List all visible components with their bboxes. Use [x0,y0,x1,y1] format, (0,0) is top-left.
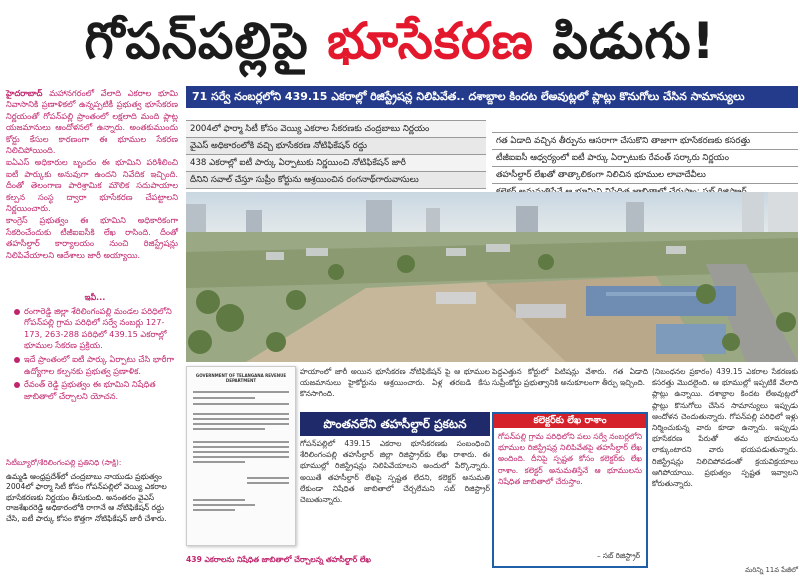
article-column-c: (నిబంధనల ప్రకారం) 439.15 ఎకరాల సేకరణకు కసరత్తు మొదలైంది. ఆ భూముల్లో ఇప్పటికే వేలాది ప్లాట్లు ఉన్నాయి. దశాబ్దాల కిందట లేఅవుట్లలో ప్లాట్లు కొనుగోలు చేసిన సామాన్యులు ఇప్పుడు ఆందోళన చెందుతున్నారు. గోపన్‌పల్లి పరిధిలో ఇళ్లు నిర్మించుకున్న వారు కూడా ఉన్నారు. ఇప్పుడు భూసేకరణ పేరుతో తమ భూములను లాక్కుంటారని వారు భయపడుతున్నారు. రిజిస్ట్రేషన్లు నిలిచిపోవడంతో క్రయవిక్రయాలు ఆగిపోయాయి. ప్రభుత్వం స్పష్టత ఇవ్వాలని కోరుతున్నారు. [652,367,798,489]
highlight-item: తహసీల్దార్ లేఖతో తాత్కాలికంగా నిలిచిన భూముల లావాదేవీలు [492,167,798,184]
government-letter-image [186,366,296,546]
article-body: ఉమ్మడి ఆంధ్రప్రదేశ్‌లో చంద్రబాబు నాయుడు ప్రభుత్వం 2004లో ఫార్మా సిటీ కోసం గోపన్‌పల్లిలో వెయ్యి ఎకరాల భూసేకరణకు నిర్ణయం తీసుకుంది. అనంతరం వైఎస్ రాజశేఖరరెడ్డి అధికారంలోకి రాగానే ఆ నోటిఫికేషన్ రద్దు చేసి, ఐటీ పార్కు కోసం కొత్తగా నోటిఫికేషన్ జారీ చేశారు. [6,471,167,523]
collector-box-title: కలెక్టర్‌కు లేఖ రాశాం [494,414,646,428]
facts-box [12,292,178,452]
highlights-right [492,132,798,201]
headline-part-1: గోపన్‌పల్లిపై [84,12,309,70]
article-column-a: హయాంలో జారీ అయిన భూసేకరణ నోటిఫికేషన్ పై ఆ భూముల యజమానులు హైకోర్టును ఆశ్రయించారు. ఏళ్ల తరబడి కేసు కొనసాగింది. [300,367,490,399]
article-column-d: గోపన్‌పల్లిలో 439.15 ఎకరాల భూసేకరణకు సంబంధించి శేరిలింగంపల్లి తహసీల్దార్ జిల్లా రిజిస్ట్రార్‌కు లేఖ రాశారు. ఈ భూముల్లో రిజిస్ట్రేషన్లు నిలిపివేయాలని అందులో పేర్కొన్నారు. అయితే తహసీల్దార్ లేఖపై స్పష్టత లేదని, కలెక్టర్ అనుమతి లేకుండా నిషేధిత జాబితాలో చేర్చలేమని సబ్ రిజిస్ట్రార్ చెబుతున్నారు. [300,439,490,505]
aerial-photo [186,192,798,362]
intro-text: మహానగరంలో వేలాది ఎకరాల భూమి నివాసానికి ప్రణాళికలో ఉన్నప్పటికీ ప్రభుత్వ భూసేకరణ నిర్ణయంతో గోపన్‌పల్లి ప్రాంతంలో లక్షలాది మంది ప్లాట్ల యజమానులు ఆందోళనలో ఉన్నారు. అంతకుముందు కోర్టు కేసుల కారణంగా ఈ భూముల సేకరణ నిలిచిపోయింది. [6,88,178,156]
highlight-item: 438 ఎకరాల్లో ఐటీ పార్కు ఏర్పాటుకు నిర్ణయించి నోటిఫికేషన్ జారీ [186,155,486,172]
collector-box-body: గోపన్‌పల్లి గ్రామ పరిధిలోని పలు సర్వే నంబర్లలోని భూముల రిజిస్ట్రేషన్ల నిలిపివేతపై తహసీల్దార్ లేఖ అందింది. దీనిపై స్పష్టత కోసం కలెక్టర్‌కు లేఖ రాశాం. కలెక్టర్ అనుమతిస్తేనే ఆ భూములను నిషేధిత జాబితాలో చేరుస్తాం. [498,432,642,486]
left-paragraph-3: కాంగ్రెస్ ప్రభుత్వం ఈ భూమిని అధికారికంగా సేకరించేందుకు టీజీఐఐసీకి లేఖ రాసింది. దీంతో తహసీల్దార్ కార్యాలయం నుంచి రిజిస్ట్రేషన్లు నిలిపివేయాలని ఆదేశాలు జారీ అయ్యాయి. [6,215,178,260]
highlight-item: దీనిని సవాల్ చేస్తూ సుప్రీం కోర్టును ఆశ్రయించిన రంగనాథ్‌గారువాసులు [186,172,486,189]
facts-item: ఇదే ప్రాంతంలో ఐటీ పార్కు ఏర్పాటు చేసి భారీగా ఉద్యోగాల కల్పనకు ప్రభుత్వ ప్రణాళిక. [12,354,178,377]
headline-part-3: పిడుగు! [552,12,716,70]
continued-note: మరిన్ని 11వ పేజీలో [745,566,798,574]
sub-headline-banner: 71 సర్వే నంబర్లలోని 439.15 ఎకరాల్లో రిజిస్ట్రేషన్ల నిలిపివేత.. దశాబ్దాల కిందట లేఅవుట్లలో ప్లాట్లు కొనుగోలు చేసిన సామాన్యులు [186,86,798,108]
intro-paragraph [6,88,178,156]
highlight-item: టీజీఐఐసీ ఆధ్వర్యంలో ఐటీ పార్కు ఏర్పాటుకు రేవంత్ సర్కారు నిర్ణయం [492,150,798,167]
highlight-item: గత ఏడాది వచ్చిన తీర్పును ఆసరాగా చేసుకొని తాజాగా భూసేకరణకు కసరత్తు [492,132,798,150]
dateline: సిటీబ్యూరో/శేరిలింగంపల్లి ప్రతినిధి (సాక్షి): [6,458,122,467]
section-banner: పొంతనలేని తహసీల్దార్ ప్రకటన [300,412,490,436]
highlights-left [186,120,486,189]
collector-quote-box [492,412,648,568]
facts-item: రంగారెడ్డి జిల్లా శేరిలింగంపల్లి మండల పరిధిలోని గోపన్‌పల్లి గ్రామ పరిధిలో సర్వే నంబర్లు 127-173, 263-288 పరిధిలో 439.15 ఎకరాల్లో భూముల సేకరణ ప్రక్రియ. [12,306,178,352]
facts-box-heading: ఇవీ... [84,292,106,302]
left-bottom-article [6,458,178,576]
facts-item: రేవంత్ రెడ్డి ప్రభుత్వం ఈ భూమిని నిషేధిత జాబితాలో చేర్చాలని యోచన. [12,379,178,402]
letter-caption: 439 ఎకరాలను నిషేధిత జాబితాలో చేర్చాలన్న తహసీల్దార్ లేఖ [186,555,371,564]
aerial-photo-illustration [186,192,798,362]
highlight-item: 2004లో ఫార్మా సిటీ కోసం వెయ్యి ఎకరాల సేకరణకు చంద్రబాబు నిర్ణయం [186,120,486,138]
left-paragraph-2: ఐఏఎస్ అధికారుల బృందం ఈ భూమిని పరిశీలించి ఐటీ పార్కుకు అనువుగా ఉందని నివేదిక ఇచ్చింది. దీంతో తెలంగాణ పారిశ్రామిక మౌలిక సదుపాయాల కల్పన సంస్థ ద్వారా భూసేకరణ చేపట్టాలని నిర్ణయించారు. [6,157,178,214]
highlight-item: వైఎస్ అధికారంలోకి వచ్చి భూసేకరణ నోటిఫికేషన్ రద్దు [186,138,486,155]
headline [0,0,800,82]
headline-part-2: భూసేకరణ [327,12,534,70]
dateline-city: హైదరాబాద్ [6,88,43,98]
letter-header: GOVERNMENT OF TELANGANA REVENUE DEPARTMENT [195,373,287,383]
article-column-b: పెద్దఎత్తున కోర్టులో పిటిషన్లు వేశారు. గత ఏడాది సుప్రీంకోర్టు ప్రభుత్వానికి అనుకూలంగా తీర్పు ఇచ్చింది. [492,367,648,388]
collector-box-signature: – సబ్ రిజిస్ట్రార్ [597,551,640,560]
